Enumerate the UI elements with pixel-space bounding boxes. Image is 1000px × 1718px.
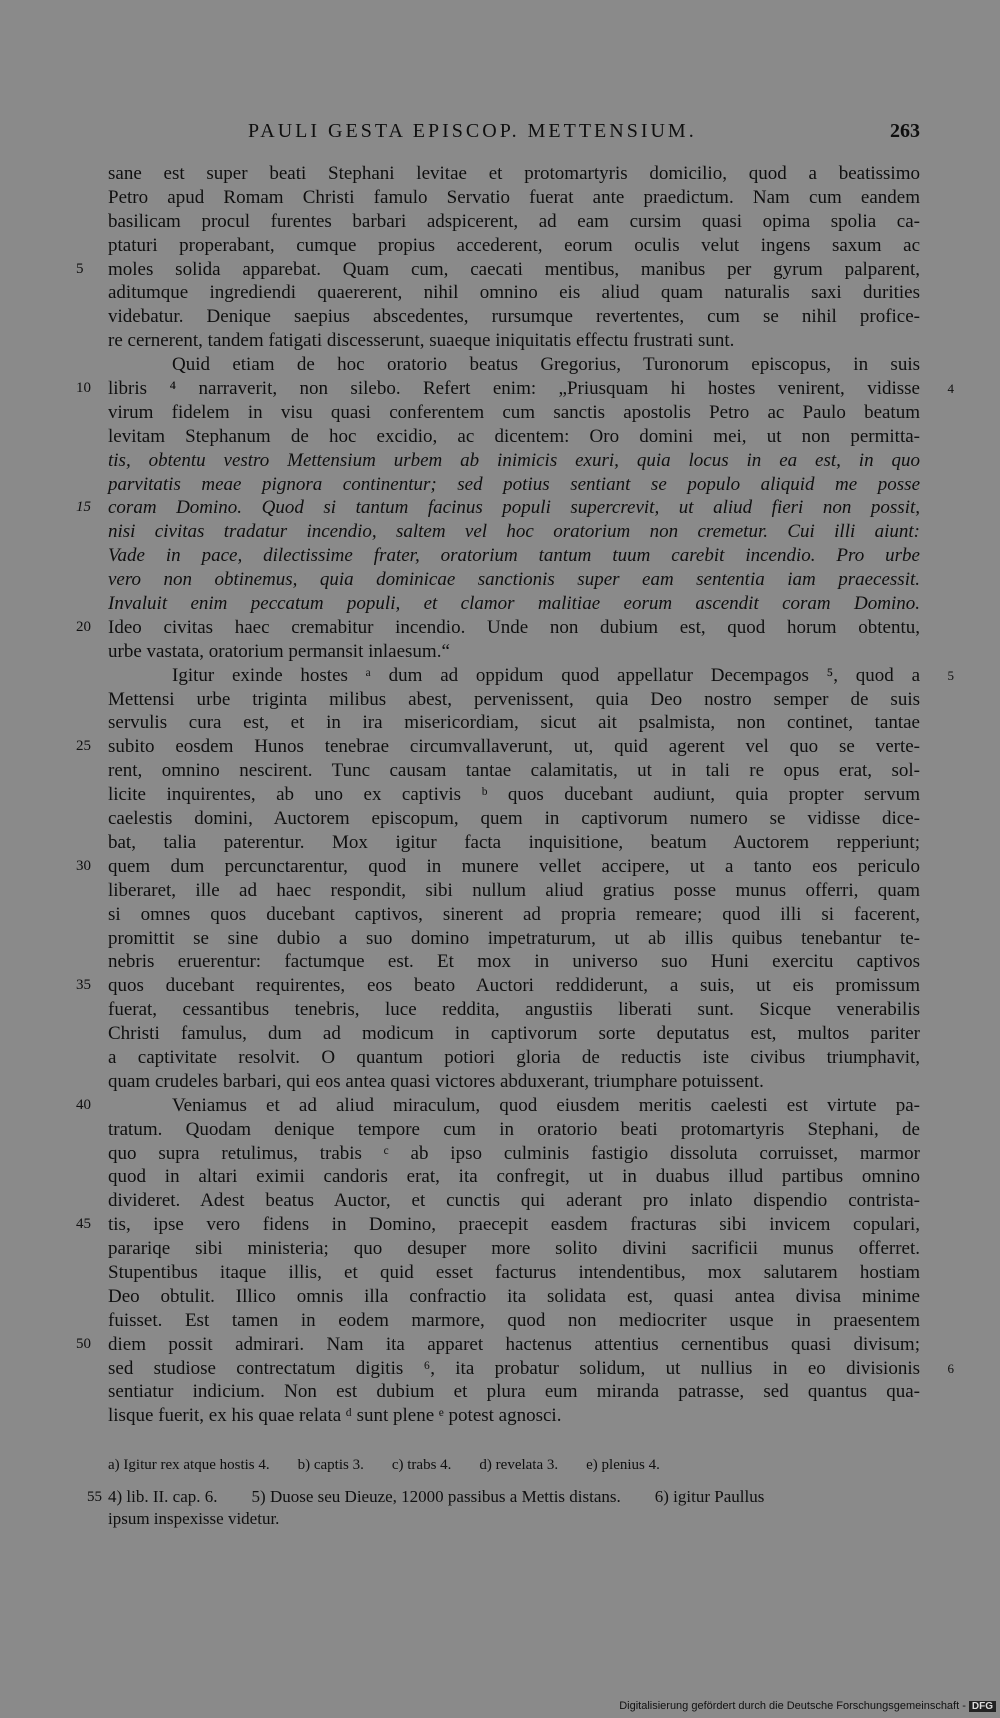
line-text: parariqe sibi ministeria; quo desuper more solito divini sacrificii munus offerret. xyxy=(108,1238,920,1260)
line-number: 45 xyxy=(76,1216,91,1233)
text-line xyxy=(76,1094,920,1118)
line-text: fuerat, cessantibus tenebris, luce reddita, angustiis liberati sunt. Sicque venerabilis xyxy=(108,999,920,1021)
line-number: 35 xyxy=(76,977,91,994)
line-text: tis, obtentu vestro Mettensium urbem ab inimicis exuri, quia locus in ea est, in quo xyxy=(108,449,920,471)
text-line xyxy=(76,974,920,998)
text-line xyxy=(108,520,920,544)
critical-apparatus xyxy=(108,1454,920,1476)
margin-note-number: 4 xyxy=(947,381,954,397)
line-text: quem dum percunctarentur, quod in munere vellet accipere, ut a tanto eos periculo xyxy=(108,855,920,877)
text-line xyxy=(76,855,920,879)
line-text: tratum. Quodam denique tempore cum in oratorio beati protomartyris Stephani, de xyxy=(108,1118,920,1140)
footnote: 4) lib. II. cap. 6. xyxy=(108,1487,218,1507)
line-text: sentiatur indicium. Non est dubium et plura eum miranda patrasse, sed quantus qua- xyxy=(108,1381,920,1403)
line-text: basilicam procul furentes barbari adspicerent, ad eam cursim quasi opima spolia ca- xyxy=(108,210,920,232)
line-number: 30 xyxy=(76,857,91,874)
text-line xyxy=(108,998,920,1022)
text-line xyxy=(108,879,920,903)
dfg-logo: DFG xyxy=(969,1701,996,1712)
text-line xyxy=(108,831,920,855)
line-text: aditumque ingrediendi quaererent, nihil omnino eis aliud quam naturalis saxi durities xyxy=(108,282,920,304)
line-text: ptaturi properabant, cumque propius accederent, eorum oculis velut ingens saxum ac xyxy=(108,234,920,256)
text-line xyxy=(108,329,920,353)
text-line xyxy=(108,162,920,186)
line-text: caelestis domini, Auctorem episcopum, quem in captivorum numero se vidisse dice- xyxy=(108,808,920,830)
text-line xyxy=(108,903,920,927)
line-text: tis, ipse vero fidens in Domino, praecepit easdem fracturas sibi invicem copulari, xyxy=(108,1214,920,1236)
line-text: re cernerent, tandem fatigati discesserunt, suaeque iniquitatis effectu frustrati sunt. xyxy=(108,330,735,352)
text-line xyxy=(108,568,920,592)
text-line xyxy=(108,1285,920,1309)
text-line xyxy=(108,401,920,425)
line-text: Christi famulus, dum ad modicum in captivorum sorte deputatus est, multos pariter xyxy=(108,1023,920,1045)
footnote: 6) igitur Paullus xyxy=(654,1487,765,1507)
line-text: Vade in pace, dilectissime frater, oratorium tantum tuum carebit incendio. Pro urbe xyxy=(108,545,920,567)
text-line xyxy=(76,735,920,759)
line-text: moles solida apparebat. Quam cum, caecati mentibus, manibus per gyrum palparent, xyxy=(108,258,920,280)
running-header xyxy=(108,120,920,148)
text-line xyxy=(108,1022,920,1046)
line-text: fuisset. Est tamen in eodem marmore, quod non mediocriter usque in praesentem xyxy=(108,1309,920,1331)
line-number: 50 xyxy=(76,1335,91,1352)
text-line xyxy=(76,496,920,520)
text-line xyxy=(76,377,954,401)
text-line xyxy=(108,1380,920,1404)
line-text: a captivitate resolvit. O quantum potiori gloria de reductis iste civibus triumphavit, xyxy=(108,1046,920,1068)
text-line xyxy=(108,1189,920,1213)
text-line xyxy=(108,783,920,807)
line-number: 40 xyxy=(76,1096,91,1113)
line-text: subito eosdem Hunos tenebrae circumvallaverunt, ut, quid agerent vel quo se verte- xyxy=(108,736,920,758)
line-text: diem possit admirari. Nam ita apparet hactenus attentius cernentibus quasi divisum; xyxy=(108,1333,920,1355)
text-line xyxy=(76,616,920,640)
text-line xyxy=(108,449,920,473)
line-text: levitam Stephanum de hoc excidio, ac dicentem: Oro domini mei, ut non permitta- xyxy=(108,425,920,447)
credit-text: Digitalisierung gefördert durch die Deutsche Forschungsgemeinschaft - xyxy=(619,1700,966,1712)
line-number: 20 xyxy=(76,618,91,635)
apparatus-entry: e) plenius 4. xyxy=(586,1457,660,1474)
text-line xyxy=(108,640,920,664)
text-line xyxy=(108,1357,954,1381)
text-line xyxy=(108,1404,920,1428)
text-line xyxy=(108,927,920,951)
line-text: rent, omnino nescirent. Tunc causam tantae calamitatis, ut in tali re opus erat, sol- xyxy=(108,760,920,782)
line-number: 55 xyxy=(87,1489,102,1506)
text-line xyxy=(108,759,920,783)
line-text: Igitur exinde hostes ᵃ dum ad oppidum quod appellatur Decempagos ⁵, quod a xyxy=(172,664,920,686)
text-line xyxy=(108,592,920,616)
main-text xyxy=(76,162,954,1530)
apparatus-entry: c) trabs 4. xyxy=(391,1457,452,1474)
line-text: Stupentibus itaque illis, et quid esset facturus intendentibus, mox salutarem hostiam xyxy=(108,1261,920,1283)
text-line xyxy=(108,425,920,449)
line-number: 10 xyxy=(76,380,91,397)
text-line xyxy=(108,664,954,688)
text-line xyxy=(108,353,920,377)
text-line xyxy=(108,711,920,735)
line-text: Mettensi urbe triginta milibus abest, pervenissent, quia Deo nostro semper de suis xyxy=(108,688,920,710)
text-line xyxy=(108,473,920,497)
margin-note-number: 5 xyxy=(947,667,954,683)
line-text: Deo obtulit. Illico omnis illa confractio ita solidata est, quasi antea divisa minime xyxy=(108,1285,920,1307)
text-line xyxy=(76,1213,920,1237)
text-line xyxy=(108,1165,920,1189)
line-text: nebris eruerentur: factumque est. Et mox in universo suo Huni exercitu captivos xyxy=(108,951,920,973)
text-line xyxy=(108,1070,920,1094)
apparatus-entry: a) Igitur rex atque hostis 4. xyxy=(108,1457,270,1474)
running-title: PAULI GESTA EPISCOP. METTENSIUM. xyxy=(248,120,697,142)
line-text: sane est super beati Stephani levitae et protomartyris domicilio, quod a beatissimo xyxy=(108,163,920,184)
line-text: lisque fuerit, ex his quae relata ᵈ sunt plene ᵉ potest agnosci. xyxy=(108,1405,562,1427)
text-line xyxy=(108,305,920,329)
line-text: bat, talia paterentur. Mox igitur facta inquisitione, beatum Auctorem repperiunt; xyxy=(108,831,920,853)
text-line xyxy=(108,544,920,568)
line-text: Ideo civitas haec cremabitur incendio. Unde non dubium est, quod horum obtentu, xyxy=(108,616,920,638)
footnote-continuation: ipsum inspexisse videtur. xyxy=(108,1509,280,1529)
text-line xyxy=(108,688,920,712)
line-text: divideret. Adest beatus Auctor, et cunctis qui aderant pro inlato dispendio contrista- xyxy=(108,1190,920,1212)
line-text: nisi civitas tradatur incendio, saltem vel hoc oratorium non cremetur. Cui illi aiunt: xyxy=(108,521,920,543)
line-text: parvitatis meae pignora continentur; sed potius sentiant se populo aliquid me posse xyxy=(108,473,920,495)
line-text: urbe vastata, oratorium permansit inlaesum.“ xyxy=(108,640,450,662)
line-text: sed studiose contrectatum digitis ⁶, ita probatur solidum, ut nullius in eo divisionis xyxy=(108,1357,920,1379)
text-line xyxy=(108,1142,920,1166)
text-line xyxy=(108,210,920,234)
line-number: 5 xyxy=(76,260,84,277)
line-number: 15 xyxy=(76,499,91,516)
text-line xyxy=(108,950,920,974)
apparatus-entry: d) revelata 3. xyxy=(479,1457,559,1474)
line-text: si omnes quos ducebant captivos, sinerent ad propria remeare; quod illi si facerent, xyxy=(108,903,920,925)
line-text: promittit se sine dubio a suo domino impetraturum, ut ab illis quibus tenebantur te- xyxy=(108,927,920,949)
line-text: Quid etiam de hoc oratorio beatus Gregorius, Turonorum episcopus, in suis xyxy=(172,354,920,376)
line-text: servulis cura est, et in ira misericordiam, sicut ait psalmista, non continet, tantae xyxy=(108,712,920,734)
footnotes xyxy=(87,1486,920,1508)
line-text: videbatur. Denique saepius abscedentes, rursumque revertentes, cum se nihil profice- xyxy=(108,306,920,328)
margin-note-number: 6 xyxy=(947,1360,954,1376)
line-text: quam crudeles barbari, qui eos antea quasi victores abduxerant, triumphare potuissent. xyxy=(108,1070,764,1092)
line-text: liberaret, ille ad haec respondit, sibi nullum aliud gratius posse munus offerri, quam xyxy=(108,879,920,901)
apparatus-entry: b) captis 3. xyxy=(297,1457,364,1474)
line-text: Invaluit enim peccatum populi, et clamor malitiae eorum ascendit coram Domino. xyxy=(108,593,920,615)
text-line xyxy=(108,807,920,831)
digitization-credit xyxy=(619,1700,996,1712)
line-number: 25 xyxy=(76,738,91,755)
line-text: Petro apud Romam Christi famulo Servatio fuerat ante praedictum. Nam cum eandem xyxy=(108,186,920,208)
text-line xyxy=(76,1333,920,1357)
line-text: vero non obtinemus, quia dominicae sanctionis super eam sententia iam praecessit. xyxy=(108,569,920,591)
line-text: virum fidelem in visu quasi conferentem cum sanctis apostolis Petro ac Paulo beatum xyxy=(108,401,920,423)
notes-separator xyxy=(108,1428,920,1454)
text-line xyxy=(108,281,920,305)
text-line xyxy=(108,1309,920,1333)
line-text: quo supra retulimus, trabis ᶜ ab ipso culminis fastigio dissoluta corruisset, marmor xyxy=(108,1142,920,1164)
line-text: Veniamus et ad aliud miraculum, quod eiusdem meritis caelesti est virtute pa- xyxy=(172,1094,920,1116)
line-text: quos ducebant requirentes, eos beato Auctori reddiderunt, a suis, ut eis promissum xyxy=(108,975,920,997)
page-number: 263 xyxy=(890,120,920,142)
text-line xyxy=(108,234,920,258)
text-line xyxy=(108,186,920,210)
text-line xyxy=(108,1118,920,1142)
line-text: coram Domino. Quod si tantum facinus populi supercrevit, ut aliud fieri non possit, xyxy=(108,497,920,519)
text-line xyxy=(108,1261,920,1285)
footnote: 5) Duose seu Dieuze, 12000 passibus a Mettis distans. xyxy=(251,1487,621,1507)
line-text: libris ⁴ narraverit, non silebo. Refert enim: „Priusquam hi hostes venirent, vidisse xyxy=(108,378,920,400)
line-text: licite inquirentes, ab uno ex captivis ᵇ quos ducebant audiunt, quia propter servum xyxy=(108,784,920,806)
text-line xyxy=(108,1046,920,1070)
text-line xyxy=(108,1237,920,1261)
line-text: quod in altari eximii candoris erat, ita confregit, ut in duabus illud partibus omnino xyxy=(108,1166,920,1188)
text-line xyxy=(76,258,920,282)
